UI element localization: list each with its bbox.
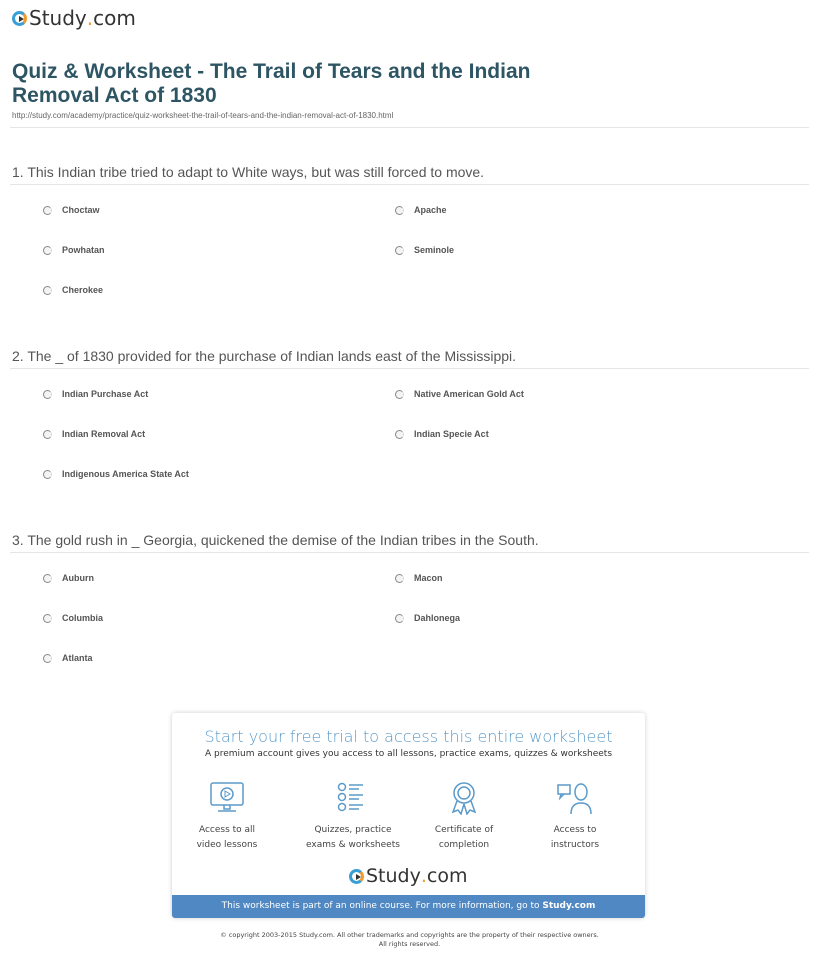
answer-option[interactable]	[43, 429, 145, 439]
logo-dot: .	[420, 865, 427, 887]
study-logo[interactable]	[12, 6, 136, 30]
feature-video	[172, 781, 282, 853]
info-bar	[172, 895, 645, 918]
radio-button[interactable]	[43, 574, 52, 583]
answer-option[interactable]	[43, 389, 148, 399]
option-label: Macon	[414, 573, 443, 583]
list-icon	[335, 781, 371, 815]
page-title: Quiz & Worksheet - The Trail of Tears and the Indian Removal Act of 1830	[12, 60, 531, 107]
radio-button[interactable]	[43, 430, 52, 439]
divider	[10, 127, 809, 128]
radio-button[interactable]	[43, 614, 52, 623]
option-label: Indian Removal Act	[62, 429, 146, 439]
promo-subhead: A premium account gives you access to all lessons, practice exams, quizzes & worksheets	[204, 749, 613, 759]
logo-text: Study	[366, 865, 421, 887]
radio-button[interactable]	[395, 574, 404, 583]
divider	[10, 368, 809, 369]
answer-option[interactable]	[43, 653, 93, 663]
answer-option[interactable]	[395, 389, 524, 399]
feature-label: completion	[438, 840, 490, 850]
free-trial-panel	[172, 713, 645, 918]
answer-option[interactable]	[43, 205, 100, 215]
play-logo-icon	[12, 11, 27, 26]
question-text: 1. This Indian tribe tried to adapt to White ways, but was still forced to move.	[12, 164, 485, 180]
logo-text: Study	[29, 6, 87, 30]
radio-button[interactable]	[395, 430, 404, 439]
answer-option[interactable]	[43, 245, 105, 255]
answer-option[interactable]	[43, 469, 189, 479]
option-label: Columbia	[62, 613, 104, 623]
feature-quizzes	[298, 781, 408, 853]
option-label: Cherokee	[62, 285, 104, 295]
copyright-line: © copyright 2003-2015 Study.com. All other trademarks and copyrights are the property of their respective owners.	[220, 931, 599, 939]
option-label: Native American Gold Act	[414, 389, 524, 399]
option-label: Seminole	[414, 245, 455, 255]
answer-option[interactable]	[43, 613, 103, 623]
question-text: 3. The gold rush in _ Georgia, quickened the demise of the Indian tribes in the South.	[12, 532, 539, 548]
promo-headline: Start your free trial to access this entire worksheet	[204, 727, 613, 746]
answer-option[interactable]	[395, 573, 443, 583]
option-label: Indian Specie Act	[414, 429, 489, 439]
feature-label: Certificate of	[434, 825, 494, 835]
feature-label: Access to all	[198, 825, 256, 835]
info-bar-text: This worksheet is part of an online course. For more information, go to	[221, 901, 543, 911]
study-logo-promo[interactable]	[349, 865, 468, 887]
radio-button[interactable]	[43, 246, 52, 255]
radio-button[interactable]	[43, 654, 52, 663]
answer-option[interactable]	[395, 613, 460, 623]
divider	[10, 184, 809, 185]
option-label: Auburn	[62, 573, 94, 583]
radio-button[interactable]	[43, 286, 52, 295]
feature-label: exams & worksheets	[306, 840, 400, 850]
option-label: Indian Purchase Act	[62, 389, 149, 399]
answer-option[interactable]	[395, 245, 454, 255]
feature-certificate	[409, 781, 519, 853]
logo-tld: com	[426, 865, 468, 887]
question-text: 2. The _ of 1830 provided for the purchase of Indian lands east of the Mississippi.	[12, 348, 517, 364]
radio-button[interactable]	[395, 206, 404, 215]
radio-button[interactable]	[395, 246, 404, 255]
radio-button[interactable]	[395, 614, 404, 623]
answer-option[interactable]	[43, 285, 103, 295]
study-link[interactable]: Study.com	[542, 901, 596, 911]
radio-button[interactable]	[43, 206, 52, 215]
certificate-icon	[446, 781, 482, 815]
feature-label: instructors	[550, 840, 600, 850]
divider	[10, 552, 809, 553]
option-label: Apache	[414, 205, 447, 215]
option-label: Choctaw	[62, 205, 100, 215]
option-label: Indigenous America State Act	[62, 469, 189, 479]
logo-tld: com	[93, 6, 136, 30]
feature-label: Quizzes, practice	[314, 825, 392, 835]
logo-dot: .	[86, 6, 94, 30]
option-label: Atlanta	[62, 653, 93, 663]
instructor-icon	[557, 781, 593, 815]
answer-option[interactable]	[395, 205, 447, 215]
feature-instructors	[520, 781, 630, 853]
radio-button[interactable]	[43, 390, 52, 399]
video-lesson-icon	[209, 781, 245, 815]
feature-label: Access to	[553, 825, 597, 835]
radio-button[interactable]	[395, 390, 404, 399]
answer-option[interactable]	[395, 429, 489, 439]
copyright	[0, 931, 819, 949]
feature-label: video lessons	[196, 840, 258, 850]
radio-button[interactable]	[43, 470, 52, 479]
option-label: Dahlonega	[414, 613, 461, 623]
play-logo-icon	[349, 869, 364, 884]
option-label: Powhatan	[62, 245, 105, 255]
answer-option[interactable]	[43, 573, 94, 583]
rights-line: All rights reserved.	[378, 940, 441, 948]
source-url[interactable]: http://study.com/academy/practice/quiz-worksheet-the-trail-of-tears-and-the-indian-removal-act-of-1830.html	[12, 111, 394, 120]
